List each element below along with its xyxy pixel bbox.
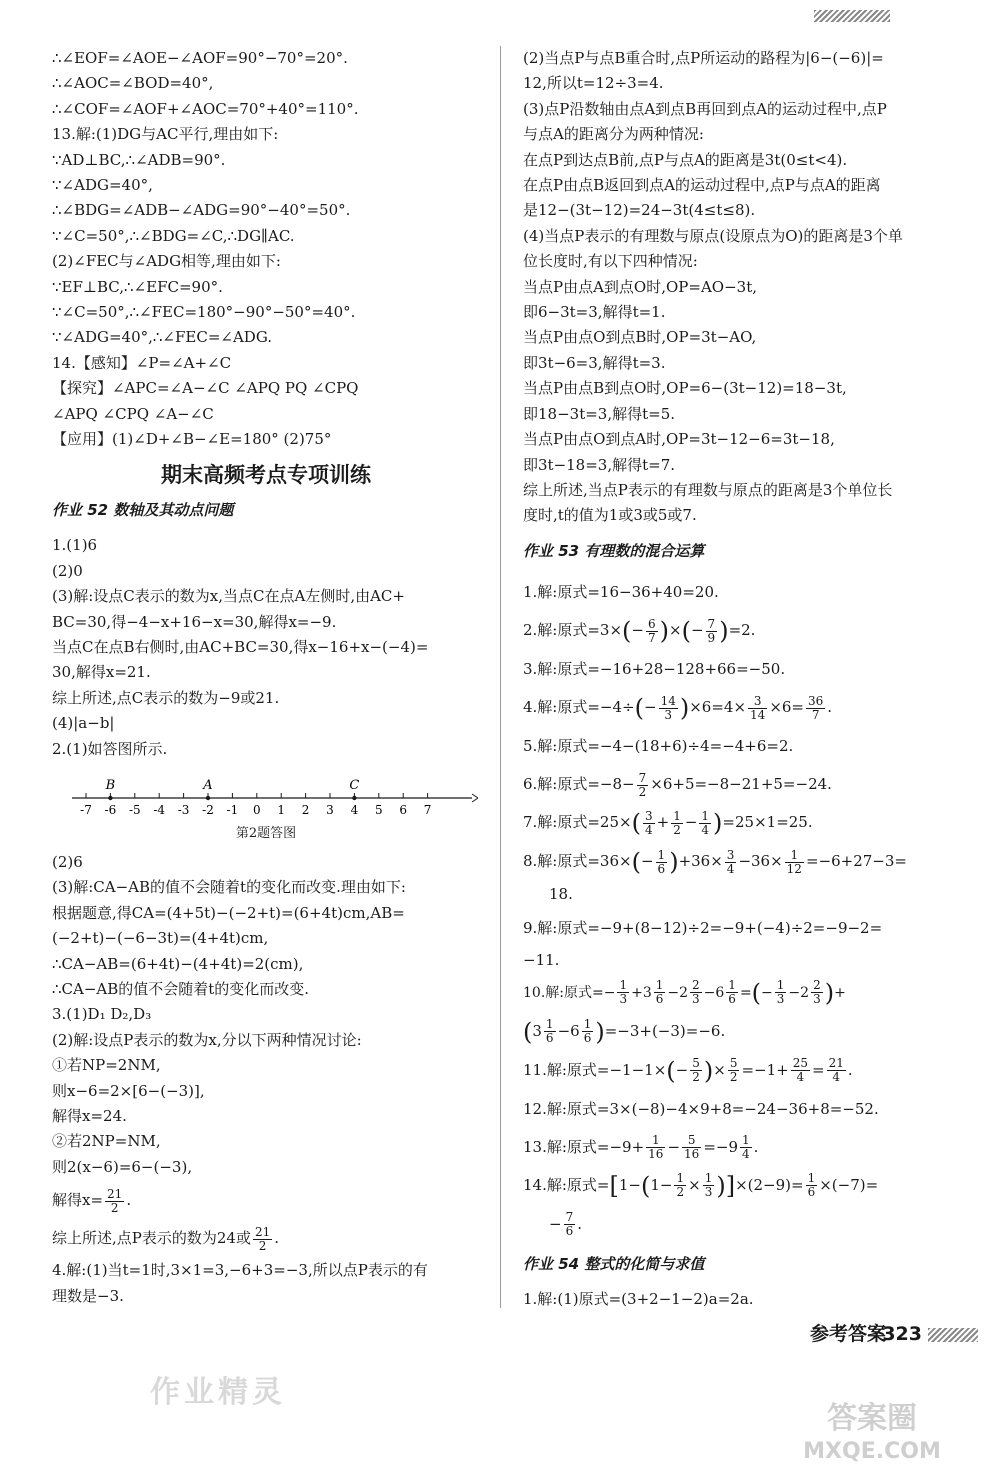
answer-line: 与点A的距离分为两种情况:: [523, 125, 704, 144]
number-line-point-label: C: [349, 777, 360, 793]
number-line-point-label: B: [105, 777, 116, 793]
number-line-tick-label: 1: [277, 802, 286, 817]
fraction: $\frac{21}{2}$: [254, 1224, 271, 1253]
left-column: [52, 46, 480, 1309]
answer-line: 理数是−3.: [52, 1286, 124, 1305]
answer-line: 度时,t的值为1或3或5或7.: [523, 506, 697, 525]
answer-line: 【探究】∠APC=∠A−∠C ∠APQ PQ ∠CPQ: [52, 379, 359, 398]
answer-line: 14.【感知】∠P=∠A+∠C: [52, 353, 232, 372]
answer-line: 则2(x−6)=6−(−3),: [52, 1157, 193, 1176]
answer-line: (3)解:CA−AB的值不会随着t的变化而改变.理由如下:: [52, 878, 406, 897]
question-4-lines: [52, 1258, 480, 1309]
number-line-tick-label: 0: [252, 802, 261, 817]
q5-line: 5.解:原式=−4−(18+6)÷4=−4+6=2.: [523, 737, 794, 756]
answer-line: 1.(1)6: [52, 536, 98, 555]
footer-decoration: [928, 1328, 978, 1342]
answer-line: 当点P由点A到点O时,OP=AO−3t,: [523, 277, 757, 296]
answer-line: (3)解:设点C表示的数为x,当点C在点A左侧时,由AC+: [52, 587, 405, 606]
left-answer-lines: [52, 46, 480, 453]
site-logo-icon: [762, 1398, 982, 1464]
answer-line: 当点P由点O到点A时,OP=3t−12−6=3t−18,: [523, 430, 835, 449]
q3-line: 3.解:原式=−16+28−128+66=−50.: [523, 660, 786, 679]
number-line-tick-label: -4: [153, 802, 166, 817]
answer-line: ∴∠COF=∠AOF+∠AOC=70°+40°=110°.: [52, 99, 359, 118]
number-line-tick-label: 5: [374, 802, 383, 817]
q10-continuation: (3 $\frac{1}{6}$ −6 $\frac{1}{6}$ )=−3+(−3)=−6.: [523, 1017, 726, 1046]
answer-line: 当点P由点O到点B时,OP=3t−AO,: [523, 328, 757, 347]
number-line-point-label: A: [203, 777, 213, 793]
number-line-tick-label: -6: [104, 802, 117, 817]
hw54-q1-line: 1.解:(1)原式=(3+2−1−2)a=2a.: [523, 1290, 754, 1309]
answer-line: (2)当点P与点B重合时,点P所运动的路程为|6−(−6)|=: [523, 49, 884, 67]
answer-line: ①若NP=2NM,: [52, 1056, 161, 1075]
q8-line: 8.解:原式=36×(− $\frac{1}{6}$ )+36× $\frac{3}{4}$ −36× $\frac{1}{12}$ =−6+27−3=: [523, 847, 907, 877]
homework-54-heading: 作业 54 整式的化简与求值: [523, 1254, 705, 1273]
answer-line: 是12−(3t−12)=24−3t(4≤t≤8).: [523, 201, 756, 220]
answer-line: 解得x=24.: [52, 1107, 127, 1126]
number-line-tick-label: -2: [202, 802, 214, 817]
number-line-tick-label: -1: [226, 802, 239, 817]
svg-text:MXQE.COM: MXQE.COM: [803, 1439, 941, 1464]
number-line-tick-label: 7: [423, 802, 432, 817]
answer-line: 即3t−6=3,解得t=3.: [523, 353, 666, 372]
q9-line: 9.解:原式=−9+(8−12)÷2=−9+(−4)÷2=−9−2=: [523, 918, 883, 937]
solve-line: 解得x= $\frac{21}{2}$ .: [52, 1186, 132, 1215]
q12-line: 12.解:原式=3×(−8)−4×9+8=−24−36+8=−52.: [523, 1099, 879, 1118]
answer-line: ∴∠BDG=∠ADB−∠ADG=90°−40°=50°.: [52, 201, 351, 220]
answer-line: 即6−3t=3,解得t=1.: [523, 303, 666, 322]
answer-line: (2)∠FEC与∠ADG相等,理由如下:: [52, 252, 281, 271]
answer-line: 根据题意,得CA=(4+5t)−(−2+t)=(6+4t)cm,AB=: [52, 903, 405, 922]
homework-52-lines-b: [52, 850, 480, 1180]
header-decoration: [814, 10, 890, 22]
answer-line: 2.(1)如答图所示.: [52, 739, 168, 758]
answer-line: 即18−3t=3,解得t=5.: [523, 404, 676, 423]
column-divider: [500, 46, 501, 1308]
answer-line: ∵∠C=50°,∴∠FEC=180°−90°−50°=40°.: [52, 303, 356, 322]
homework-52-lines-a: [52, 533, 480, 762]
answer-line: 30,解得x=21.: [52, 663, 151, 682]
summary-line: 综上所述,点P表示的数为24或 $\frac{21}{2}$ .: [52, 1224, 280, 1253]
answer-line: ∴∠AOC=∠BOD=40°,: [52, 74, 214, 93]
footer-label: 参考答案: [809, 1323, 886, 1345]
number-line-tick-label: -7: [80, 802, 92, 817]
answer-line: 13.解:(1)DG与AC平行,理由如下:: [52, 125, 279, 144]
answer-line: 在点P到达点B前,点P与点A的距离是3t(0≤t<4).: [523, 150, 848, 169]
q14-continuation: − $\frac{7}{6}$ .: [549, 1210, 582, 1239]
homework-53-heading: 作业 53 有理数的混合运算: [523, 541, 705, 560]
answer-line: 在点P由点B返回到点A的运动过程中,点P与点A的距离: [523, 176, 881, 195]
answer-line: ∴∠EOF=∠AOE−∠AOF=90°−70°=20°.: [52, 49, 348, 67]
watermark: 作业精灵: [150, 1375, 286, 1410]
q11-line: 11.解:原式=−1−1×(− $\frac{5}{2}$ )× $\frac{5}{2}$ =−1+ $\frac{25}{4}$ = $\frac{21}{4}$ .: [523, 1056, 853, 1085]
answer-line: (3)点P沿数轴由点A到点B再回到点A的运动过程中,点P: [523, 99, 887, 118]
answer-line: ∴CA−AB的值不会随着t的变化而改变.: [52, 980, 310, 998]
number-line-point: [206, 796, 210, 800]
section-title: 期末高频考点专项训练: [161, 462, 371, 487]
answer-line: (2)解:设点P表示的数为x,分以下两种情况讨论:: [52, 1030, 362, 1049]
answer-line: 位长度时,有以下四种情况:: [523, 252, 698, 271]
answer-line: (2)0: [52, 561, 83, 580]
q9-continuation: −11.: [523, 950, 560, 969]
q10-line: 10.解:原式=− $\frac{1}{3}$ +3 $\frac{1}{6}$ −2 $\frac{2}{3}$ −6 $\frac{1}{6}$ =(− $\frac{1}{3}$ −2 $\frac{2}{3}$ )+: [523, 978, 846, 1007]
right-answer-lines: [523, 46, 941, 529]
number-line-tick-label: 6: [399, 802, 408, 817]
number-line-tick-label: 4: [350, 802, 359, 817]
answer-line: 即3t−18=3,解得t=7.: [523, 455, 676, 474]
svg-text:答案圈: 答案圈: [827, 1401, 917, 1436]
answer-line: (4)|a−b|: [52, 714, 115, 733]
q14-line: 14.解:原式=[1−(1− $\frac{1}{2}$ × $\frac{1}{3}$ )]×(2−9)= $\frac{1}{6}$ ×(−7)=: [523, 1171, 879, 1200]
q6-line: 6.解:原式=−8− $\frac{7}{2}$ ×6+5=−8−21+5=−24.: [523, 770, 832, 799]
answer-line: BC=30,得−4−x+16−x=30,解得x=−9.: [52, 612, 337, 631]
number-line-point: [352, 796, 356, 800]
answer-line: (2)6: [52, 852, 83, 871]
answer-line: ②若2NP=NM,: [52, 1132, 161, 1151]
answer-line: ∠APQ ∠CPQ ∠A−∠C: [52, 404, 214, 423]
number-line-tick-label: -3: [177, 802, 190, 817]
fraction: $\frac{21}{2}$: [107, 1186, 123, 1215]
answer-line: ∴CA−AB=(6+4t)−(4+4t)=2(cm),: [52, 954, 304, 973]
answer-line: 3.(1)D₁ D₂,D₃: [52, 1005, 152, 1024]
q1-line: 1.解:原式=16−36+40=20.: [523, 583, 719, 602]
answer-line: 综上所述,当点P表示的有理数与原点的距离是3个单位长: [523, 480, 893, 499]
page-number: 323: [882, 1323, 922, 1345]
answer-line: (4)当点P表示的有理数与原点(设原点为O)的距离是3个单: [523, 226, 903, 245]
answer-line: 当点C在点B右侧时,由AC+BC=30,得x−16+x−(−4)=: [52, 637, 429, 656]
figure-caption: 第2题答图: [235, 825, 297, 841]
homework-52-heading: 作业 52 数轴及其动点问题: [52, 500, 234, 519]
answer-line: ∵∠ADG=40°,: [52, 176, 153, 195]
answer-line: 【应用】(1)∠D+∠B−∠E=180° (2)75°: [52, 430, 332, 449]
q7-line: 7.解:原式=25×( $\frac{3}{4}$ + $\frac{1}{2}$ − $\frac{1}{4}$ )=25×1=25.: [523, 808, 813, 838]
q8-continuation: 18.: [549, 885, 573, 904]
answer-line: 12,所以t=12÷3=4.: [523, 74, 664, 93]
answer-line: 综上所述,点C表示的数为−9或21.: [52, 688, 280, 707]
q13-line: 13.解:原式=−9+ $\frac{1}{16}$ − $\frac{5}{16}$ =−9 $\frac{1}{4}$ .: [523, 1133, 759, 1162]
q4-line: 4.解:原式=−4÷(− $\frac{14}{3}$ )×6=4× $\frac{3}{14}$ ×6= $\frac{36}{7}$ .: [523, 693, 833, 723]
number-line-figure: [68, 764, 478, 824]
number-line-tick-label: -5: [128, 802, 141, 817]
answer-line: ∵EF⊥BC,∴∠EFC=90°.: [52, 277, 223, 296]
answer-line: (−2+t)−(−6−3t)=(4+4t)cm,: [52, 929, 269, 948]
q2-line: 2.解:原式=3×(− $\frac{6}{7}$ )×(− $\frac{7}{9}$ )=2.: [523, 616, 756, 646]
answer-line: 4.解:(1)当t=1时,3×1=3,−6+3=−3,所以点P表示的有: [52, 1261, 428, 1280]
answer-line: 则x−6=2×[6−(−3)],: [52, 1081, 205, 1100]
number-line-tick-label: 2: [301, 802, 310, 817]
answer-line: ∵∠ADG=40°,∴∠FEC=∠ADG.: [52, 328, 273, 347]
number-line-arrow: [472, 794, 478, 802]
answer-line: ∵∠C=50°,∴∠BDG=∠C,∴DG∥AC.: [52, 226, 295, 245]
answer-line: 当点P由点B到点O时,OP=6−(3t−12)=18−3t,: [523, 379, 847, 398]
number-line-tick-label: 3: [326, 802, 334, 817]
right-column: [523, 46, 941, 1313]
number-line-point: [108, 796, 112, 800]
answer-line: ∵AD⊥BC,∴∠ADB=90°.: [52, 150, 226, 169]
